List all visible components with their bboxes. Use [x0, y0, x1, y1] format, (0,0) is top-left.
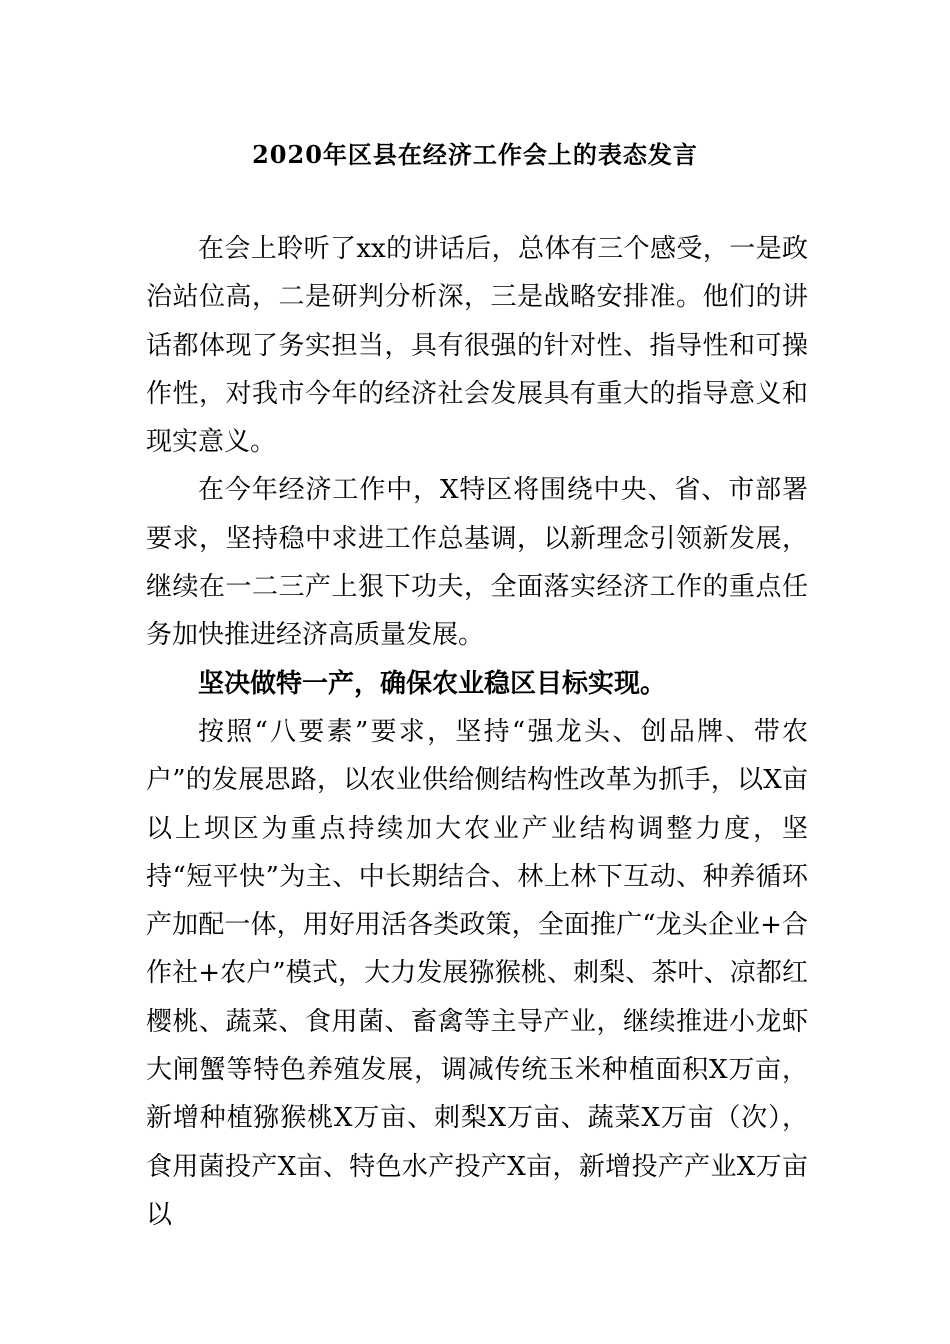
- section-heading: 坚决做特一产，确保农业稳区目标实现。: [198, 668, 667, 699]
- document-title: 2020年区县在经济工作会上的表态发言: [252, 140, 698, 169]
- paragraph-plan: 在今年经济工作中，X特区将围绕中央、省、市部署要求，坚持稳中求进工作总基调，以新理念引领新发展，继续在一二三产上狠下功夫，全面落实经济工作的重点任务加快推进经济高质量发展。: [146, 475, 808, 651]
- document-body: [146, 225, 808, 1239]
- paragraph-intro: 在会上聆听了xx的讲话后，总体有三个感受，一是政治站位高，二是研判分析深，三是战略安排准。他们的讲话都体现了务实担当，具有很强的针对性、指导性和可操作性，对我市今年的经济社会发展具有重大的指导意义和现实意义。: [146, 234, 808, 458]
- paragraph-agriculture: 按照“八要素”要求，坚持“强龙头、创品牌、带农户”的发展思路，以农业供给侧结构性改革为抓手，以X亩以上坝区为重点持续加大农业产业结构调整力度，坚持“短平快”为主、中长期结合、林上林下互动、种养循环产加配一体，用好用活各类政策，全面推广“龙头企业+合作社+农户”模式，大力发展猕猴桃、刺梨、茶叶、凉都红樱桃、蔬菜、食用菌、畜禽等主导产业，继续推进小龙虾大闸蟹等特色养殖发展，调减传统玉米种植面积X万亩，新增种植猕猴桃X万亩、刺梨X万亩、蔬菜X万亩（次），食用菌投产X亩、特色水产投产X亩，新增投产产业X万亩以: [146, 716, 808, 1230]
